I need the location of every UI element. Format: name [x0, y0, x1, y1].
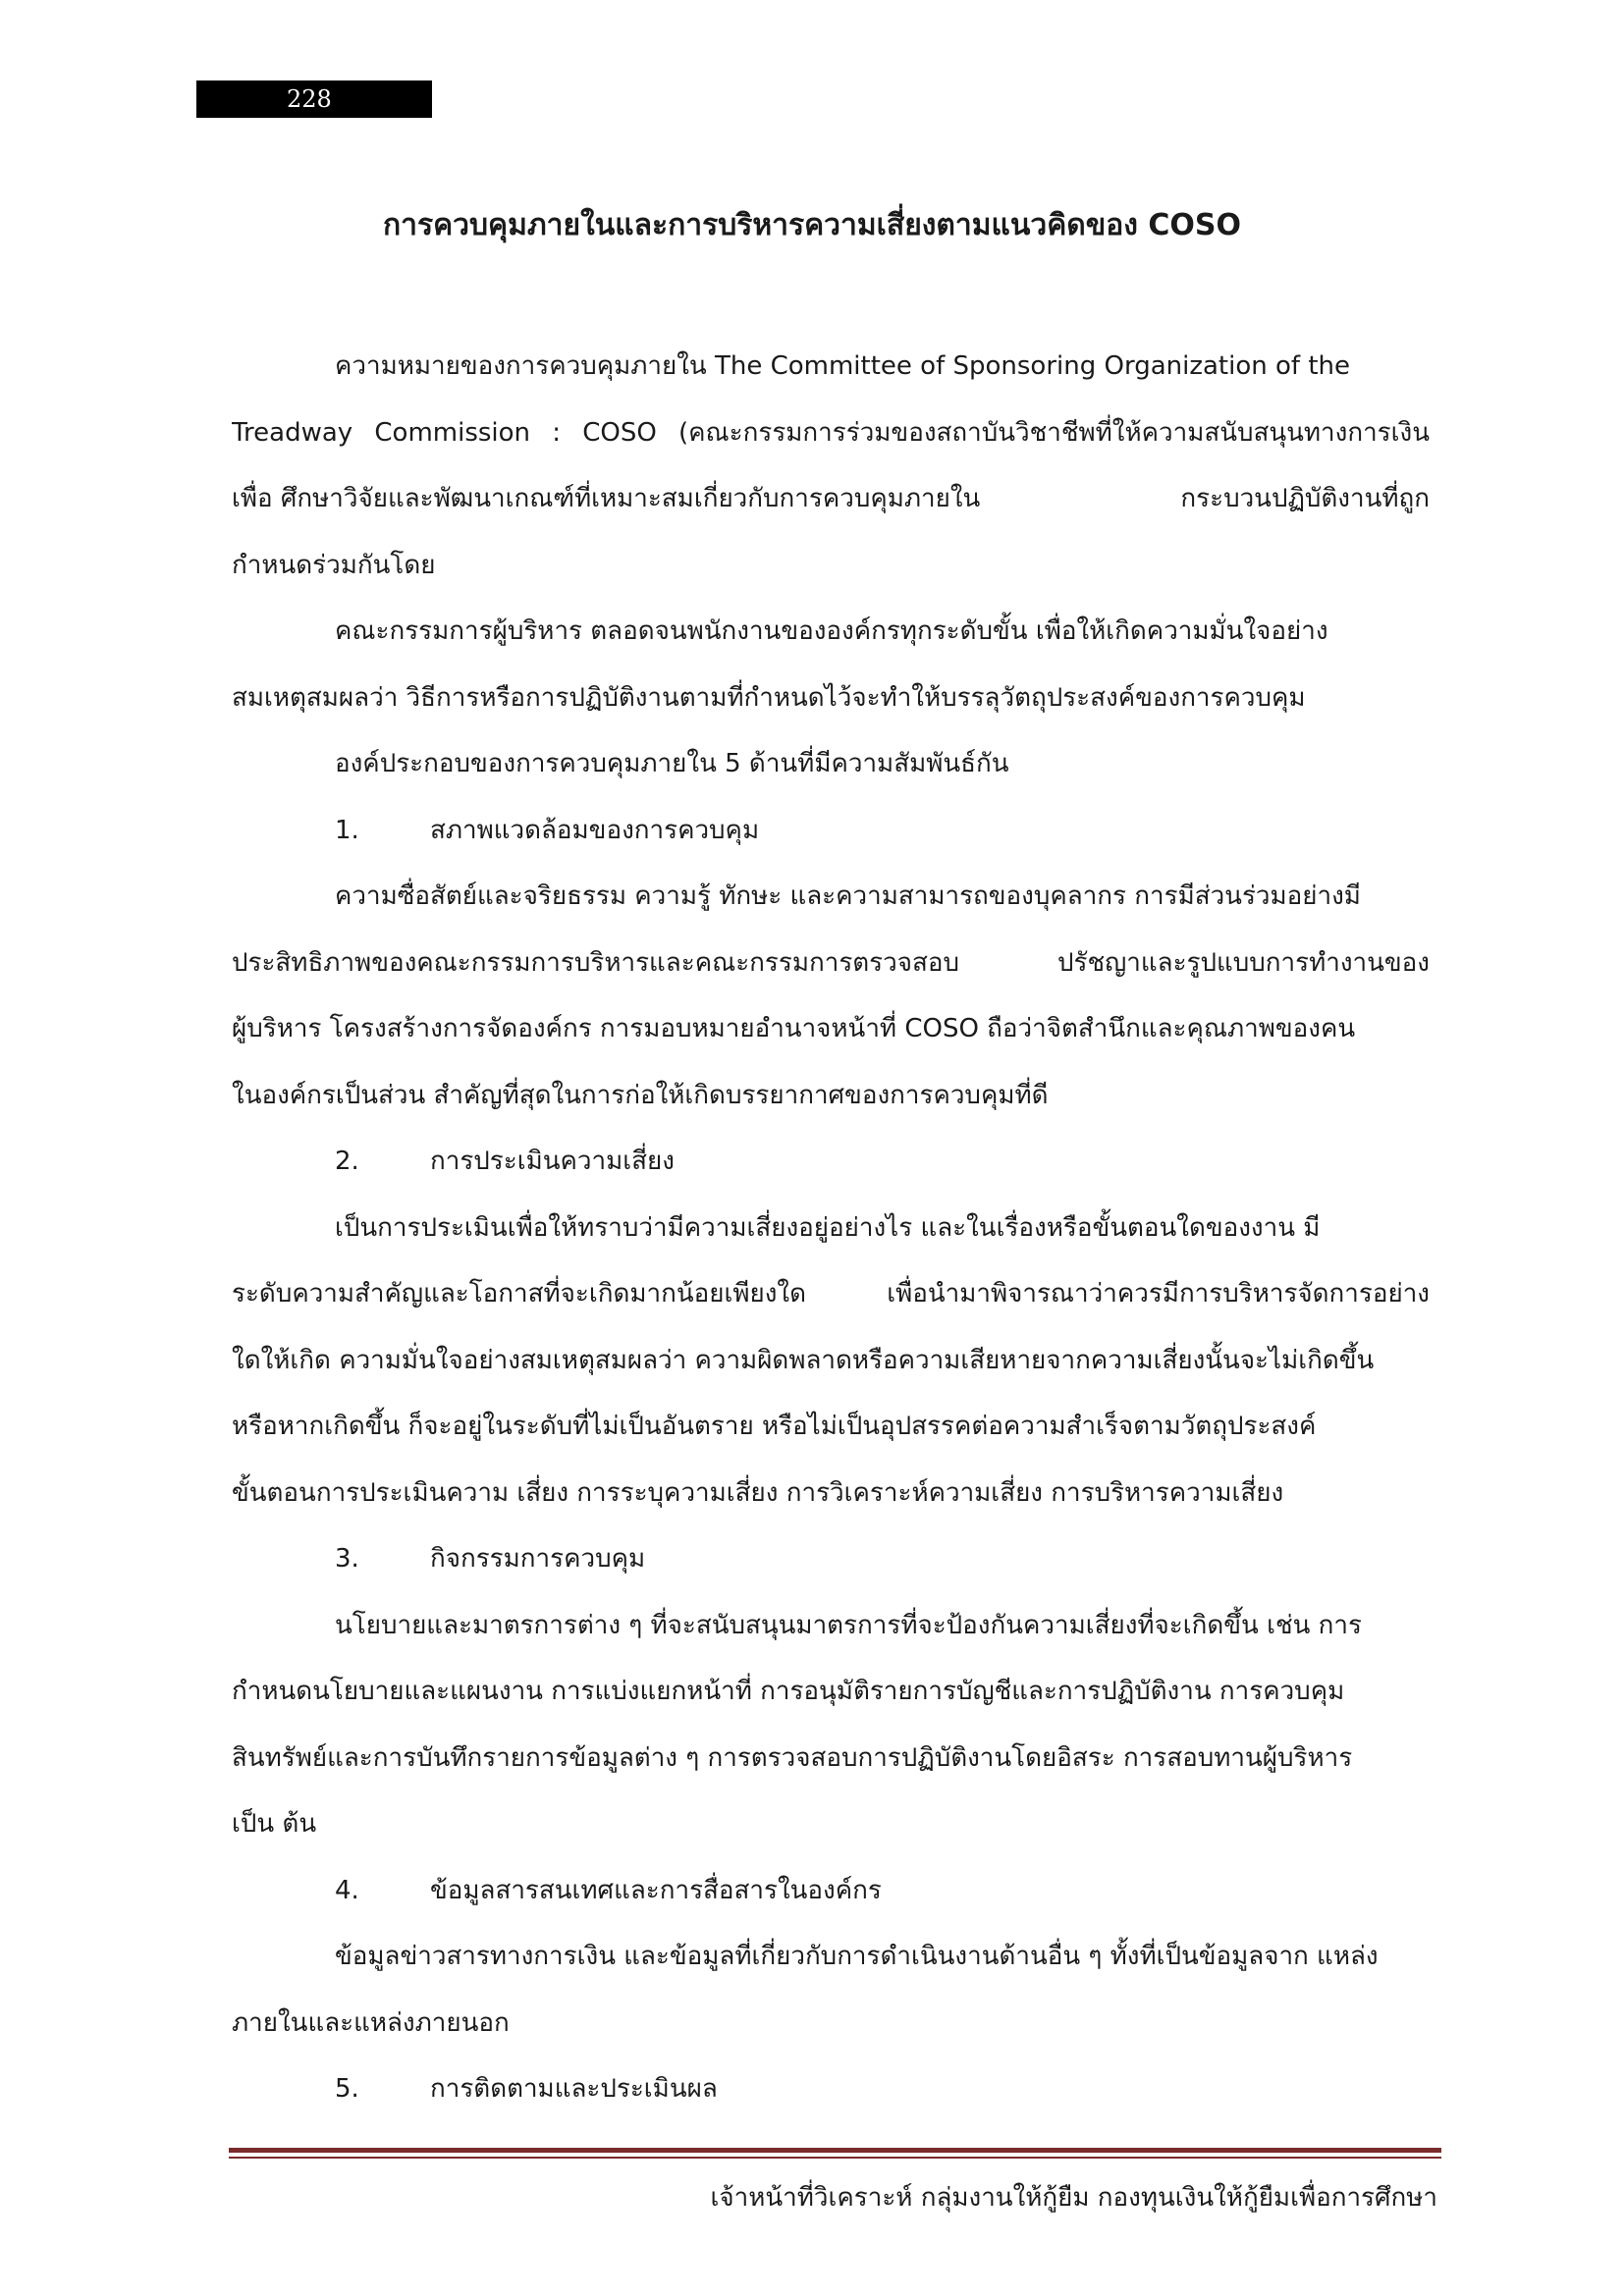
- section-heading: [232, 798, 1430, 865]
- paragraph-line: ภายในและแหล่งภายนอก: [232, 2007, 510, 2038]
- paragraph-line: ประสิทธิภาพของคณะกรรมการบริหารและคณะกรรมการตรวจสอบ ปรัชญาและรูปแบบการทำงานของ: [232, 947, 1430, 978]
- intro-line: คณะกรรมการผู้บริหาร ตลอดจนพนักงานขององค์กรทุกระดับขั้น เพื่อให้เกิดความมั่นใจอย่าง: [335, 616, 1328, 646]
- footer-divider: [229, 2157, 1441, 2159]
- intro-line: สมเหตุสมผลว่า วิธีการหรือการปฏิบัติงานตามที่กำหนดไว้จะทำให้บรรลุวัตถุประสงค์ของการควบคุม: [232, 682, 1306, 713]
- section-title: กิจกรรมการควบคุม: [430, 1544, 646, 1574]
- paragraph-line: ในองค์กรเป็นส่วน สำคัญที่สุดในการก่อให้เกิดบรรยากาศของการควบคุมที่ดี: [232, 1080, 1049, 1110]
- paragraph-line: ระดับความสำคัญและโอกาสที่จะเกิดมากน้อยเพียงใด เพื่อนำมาพิจารณาว่าควรมีการบริหารจัดการอย่าง: [232, 1279, 1430, 1308]
- paragraph-line: หรือหากเกิดขึ้น ก็จะอยู่ในระดับที่ไม่เป็นอันตราย หรือไม่เป็นอุปสรรคต่อความสำเร็จตามวัตถุประสงค์: [232, 1412, 1317, 1441]
- section-heading: [232, 1526, 1430, 1593]
- paragraph-line: นโยบายและมาตรการต่าง ๆ ที่จะสนับสนุนมาตรการที่จะป้องกันความเสี่ยงที่จะเกิดขึ้น เช่น การ: [335, 1610, 1362, 1640]
- intro-line: [232, 466, 1430, 533]
- section-number: 3.: [335, 1544, 359, 1574]
- paragraph-line: ข้อมูลข่าวสารทางการเงิน และข้อมูลที่เกี่ยวกับการดำเนินงานด้านอื่น ๆ ทั้งที่เป็นข้อมูลจาก แหล่ง: [335, 1942, 1379, 1971]
- paragraph-line: ผู้บริหาร โครงสร้างการจัดองค์กร การมอบหมายอำนาจหน้าที่ COSO ถือว่าจิตสำนึกและคุณภาพของคน: [232, 1014, 1356, 1043]
- paragraph-line: เป็น ต้น: [232, 1809, 317, 1839]
- section-heading: [232, 1858, 1430, 1925]
- intro-line-part: เพื่อ ศึกษาวิจัยและพัฒนาเกณฑ์ที่เหมาะสมเกี่ยวกับการควบคุมภายใน: [232, 484, 981, 513]
- paragraph-line: เป็นการประเมินเพื่อให้ทราบว่ามีความเสี่ยงอยู่อย่างไร และในเรื่องหรือขั้นตอนใดของงาน มี: [335, 1212, 1321, 1243]
- intro-line: Treadway Commission : COSO (คณะกรรมการร่วมของสถาบันวิชาชีพที่ให้ความสนับสนุนทางการเงิน: [232, 417, 1430, 448]
- section-title: ข้อมูลสารสนเทศและการสื่อสารในองค์กร: [430, 1875, 882, 1905]
- section-number: 5.: [335, 2074, 359, 2104]
- section-title: การประเมินความเสี่ยง: [430, 1147, 675, 1176]
- section-number: 4.: [335, 1875, 359, 1905]
- paragraph-line: ใดให้เกิด ความมั่นใจอย่างสมเหตุสมผลว่า ความผิดพลาดหรือความเสียหายจากความเสี่ยงนั้นจะไม่เกิดขึ้น: [232, 1345, 1375, 1375]
- section-number: 2.: [335, 1147, 359, 1176]
- paragraph-line: ความซื่อสัตย์และจริยธรรม ความรู้ ทักษะ และความสามารถของบุคลากร การมีส่วนร่วมอย่างมี: [335, 881, 1361, 911]
- section-heading: [232, 2056, 1430, 2123]
- section-title: การติดตามและประเมินผล: [430, 2074, 718, 2104]
- document-title: การควบคุมภายในและการบริหารความเสี่ยงตามแนวคิดของ COSO: [382, 208, 1242, 242]
- paragraph-line: สินทรัพย์และการบันทึกรายการข้อมูลต่าง ๆ การตรวจสอบการปฏิบัติงานโดยอิสระ การสอบทานผู้บริหาร: [232, 1742, 1353, 1773]
- intro-line: กำหนดร่วมกันโดย: [232, 550, 436, 580]
- section-heading: [232, 1129, 1430, 1196]
- intro-line: ความหมายของการควบคุมภายใน The Committee of Sponsoring Organization of the: [335, 351, 1350, 381]
- intro-line: องค์ประกอบของการควบคุมภายใน 5 ด้านที่มีความสัมพันธ์กัน: [335, 749, 1009, 778]
- intro-line-part: กระบวนปฏิบัติงานที่ถูก: [1180, 484, 1430, 513]
- page-number: 228: [196, 80, 432, 118]
- footer-divider: [229, 2148, 1441, 2153]
- section-title: สภาพแวดล้อมของการควบคุม: [430, 815, 760, 845]
- document-body: [232, 334, 1430, 2123]
- section-number: 1.: [335, 815, 359, 845]
- paragraph-line: ขั้นตอนการประเมินความ เสี่ยง การระบุความเสี่ยง การวิเคราะห์ความเสี่ยง การบริหารความเสี่ยง: [232, 1477, 1284, 1508]
- paragraph-line: กำหนดนโยบายและแผนงาน การแบ่งแยกหน้าที่ การอนุมัติรายการบัญชีและการปฏิบัติงาน การควบคุม: [232, 1677, 1345, 1706]
- footer-text: เจ้าหน้าที่วิเคราะห์ กลุ่มงานให้กู้ยืม กองทุนเงินให้กู้ยืมเพื่อการศึกษา: [710, 2183, 1437, 2213]
